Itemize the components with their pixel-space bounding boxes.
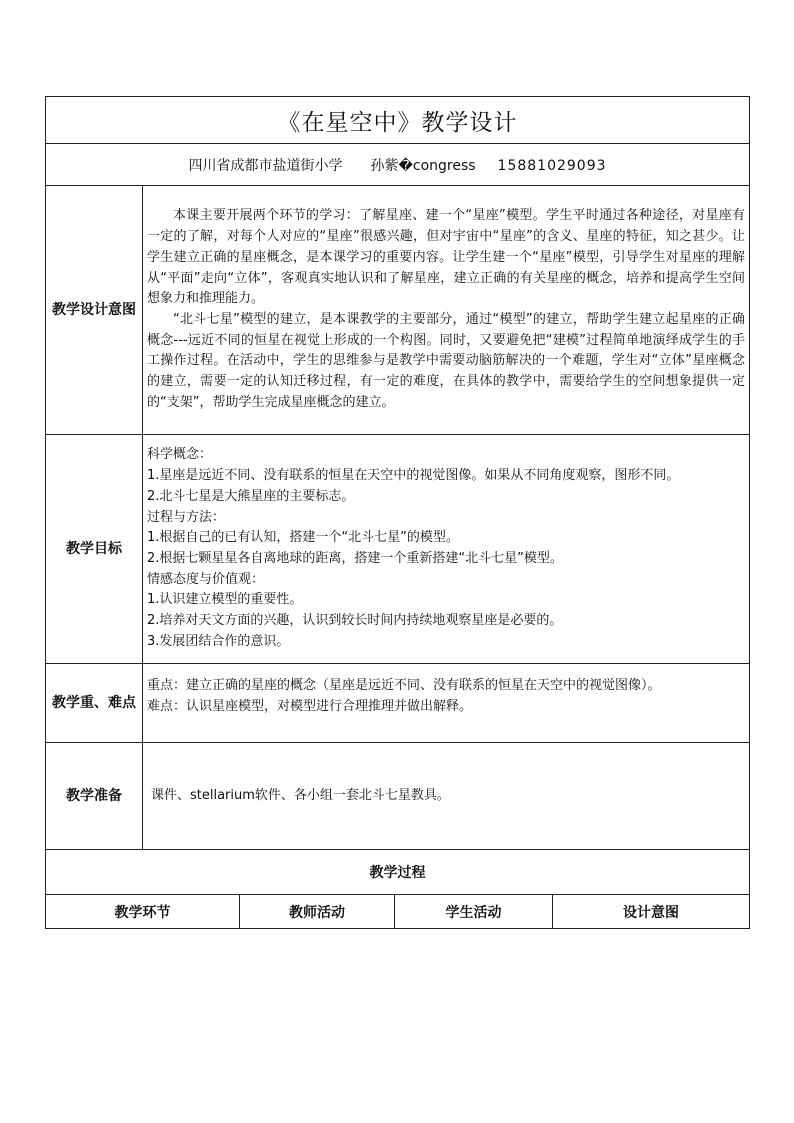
objective-line: 2.培养对天文方面的兴趣，认识到较长时间内持续地观察星座是必要的。 (147, 613, 563, 629)
author-info (46, 144, 750, 186)
design-intent-paragraph: “北斗七星”模型的建立，是本课教学的主要部分，通过“模型”的建立，帮助学生建立起星座的正确概念---远近不同的恒星在视觉上形成的一个构图。同时，又要避免把“建模”过程简单地演绎成学生的手工操作过程。在活动中，学生的思维参与是教学中需要动脑筋解决的一个难题，学生对“立体”星座概念的建立，需要一定的认知迁移过程，有一定的难度，在具体的教学中，需要给学生的空间想象提供一定的“支架”，帮助学生完成星座概念的建立。 (147, 312, 746, 410)
objective-line: 1.星座是远近不同、没有联系的恒星在天空中的视觉图像。如果从不同角度观察，图形不同。 (147, 468, 680, 484)
objectives-row (46, 435, 750, 664)
preparation-row (46, 743, 750, 850)
preparation-label: 教学准备 (46, 743, 143, 850)
objectives-label: 教学目标 (46, 435, 143, 664)
design-intent-label: 教学设计意图 (46, 186, 143, 435)
process-header-row (46, 895, 750, 929)
objective-line: 1.根据自己的已有认知，搭建一个“北斗七星”的模型。 (147, 530, 459, 546)
author-phone: 15881029093 (497, 157, 607, 174)
column-header-design-intent: 设计意图 (553, 895, 750, 929)
objectives-content (143, 435, 750, 664)
design-intent-row (46, 186, 750, 435)
key-point-line: 重点：建立正确的星座的概念（星座是远近不同、没有联系的恒星在天空中的视觉图像）。 (147, 678, 661, 693)
objective-line: 过程与方法： (147, 509, 226, 525)
document-title: 《在星空中》教学设计 (46, 97, 750, 144)
column-header-student-activity: 学生活动 (395, 895, 553, 929)
difficult-point-line: 难点：认识星座模型，对模型进行合理推理并做出解释。 (147, 698, 473, 714)
key-points-row (46, 664, 750, 743)
column-header-stage: 教学环节 (46, 895, 240, 929)
column-header-teacher-activity: 教师活动 (240, 895, 395, 929)
objective-line: 1.认识建立模型的重要性。 (147, 592, 303, 608)
process-title: 教学过程 (46, 850, 750, 895)
lesson-plan-table (45, 96, 750, 929)
process-title-row (46, 850, 750, 895)
objective-line: 3.发展团结合作的意识。 (147, 633, 290, 649)
objective-line: 情感态度与价值观： (147, 571, 265, 587)
objective-line: 科学概念： (147, 447, 213, 463)
school-name: 四川省成都市盐道街小学 (188, 157, 343, 174)
design-intent-paragraph: 本课主要开展两个环节的学习：了解星座、建一个“星座”模型。学生平时通过各种途径，对星座有一定的了解，对每个人对应的“星座”很感兴趣，但对宇宙中“星座”的含义、星座的特征，知之甚少。让学生建立正确的星座概念，是本课学习的重要内容。让学生建一个“星座”模型，引导学生对星座的理解从“平面”走向“立体”，客观真实地认识和了解星座，建立正确的有关星座的概念，培养和提高学生空间想象力和推理能力。 (147, 208, 746, 307)
preparation-content: 课件、stellarium软件、各小组一套北斗七星教具。 (143, 743, 750, 850)
author-row (46, 144, 750, 186)
key-points-label: 教学重、难点 (46, 664, 143, 743)
objective-line: 2.根据七颗星星各自离地球的距离，搭建一个重新搭建“北斗七星”模型。 (147, 551, 563, 566)
objective-line: 2.北斗七星是大熊星座的主要标志。 (147, 488, 355, 504)
key-points-content (143, 664, 750, 743)
author-name: 孙紫�congress (370, 157, 476, 174)
title-row (46, 97, 750, 144)
design-intent-content (143, 186, 750, 435)
